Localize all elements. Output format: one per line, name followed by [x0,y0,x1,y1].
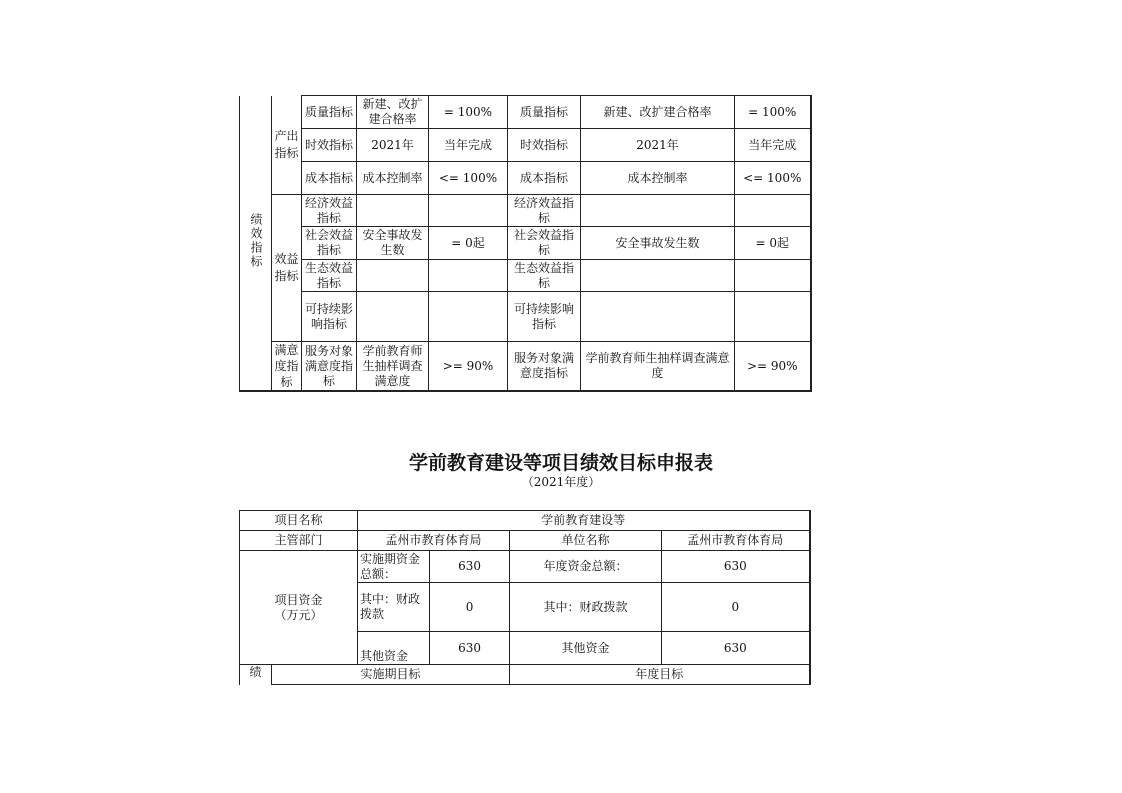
year-fiscal-value: 0 [662,583,810,632]
other-value: 630 [430,632,510,665]
indicator-cell: 服务对象满意度指标 [302,342,357,392]
year-total-value: 630 [662,551,810,583]
funds-label: 项目资金（万元） [274,592,323,622]
page-subtitle: （2021年度） [521,475,601,489]
indicator-cell-annual: 生态效益指标 [508,260,581,292]
indicator-cell: 经济效益指标 [302,195,357,227]
indicator-cell-annual: 时效指标 [508,129,581,162]
content-cell: 学前教育师生抽样调查满意度 [357,342,429,392]
value-cell: = 0起 [429,227,508,260]
table-row [240,551,810,583]
indicator-cell: 可持续影响指标 [302,292,357,342]
value-cell [429,260,508,292]
value-cell: >= 90% [429,342,508,392]
fiscal-label: 其中：财政拨款 [358,583,430,632]
section-label: 绩效指标 [249,212,263,269]
value-cell: 当年完成 [429,129,508,162]
indicator-cell-annual: 成本指标 [508,162,581,195]
total-label: 实施期资金总额： [358,551,430,583]
value-cell-annual [735,292,811,342]
content-cell-annual: 成本控制率 [581,162,735,195]
content-cell-annual [581,260,735,292]
project-name-label: 项目名称 [240,511,358,531]
content-cell-annual: 2021年 [581,129,735,162]
year-other-label: 其他资金 [510,632,662,665]
funds-label-cell [240,551,358,665]
table-row [240,260,811,292]
value-cell [429,195,508,227]
content-cell: 新建、改扩建合格率 [357,96,429,129]
dept-label: 主管部门 [240,531,358,551]
indicator-cell: 质量指标 [302,96,357,129]
indicator-cell-annual: 质量指标 [508,96,581,129]
year-fiscal-label: 其中：财政拨款 [510,583,662,632]
content-cell: 成本控制率 [357,162,429,195]
table-row [240,195,811,227]
page-title: 学前教育建设等项目绩效目标申报表 [408,452,713,474]
content-cell-annual: 新建、改扩建合格率 [581,96,735,129]
value-cell-annual: <= 100% [735,162,811,195]
table-row [240,511,810,531]
indicator-cell-annual: 社会效益指标 [508,227,581,260]
indicator-cell: 时效指标 [302,129,357,162]
table-row [240,342,811,392]
value-cell [429,292,508,342]
group-output-cell [272,96,302,195]
indicator-cell-annual: 可持续影响指标 [508,292,581,342]
unit-label: 单位名称 [510,531,662,551]
table-row [240,162,811,195]
year-total-label: 年度资金总额： [510,551,662,583]
group-benefit-cell [272,195,302,342]
content-cell: 安全事故发生数 [357,227,429,260]
table-row [240,531,810,551]
value-cell-annual: = 0起 [735,227,811,260]
group-satisfaction-label: 满意度指标 [274,343,299,389]
impl-goal-label: 实施期目标 [272,665,510,685]
content-cell [357,292,429,342]
content-cell [357,195,429,227]
table-row [240,129,811,162]
table-row [240,96,811,129]
year-other-value: 630 [662,632,810,665]
dept-value: 孟州市教育体育局 [358,531,510,551]
indicator-cell-annual: 经济效益指标 [508,195,581,227]
content-cell [357,260,429,292]
content-cell-annual: 学前教育师生抽样调查满意度 [581,342,735,392]
value-cell-annual: = 100% [735,96,811,129]
unit-value: 孟州市教育体育局 [662,531,810,551]
table-row [240,227,811,260]
indicator-cell: 生态效益指标 [302,260,357,292]
indicator-cell: 成本指标 [302,162,357,195]
performance-indicator-table [239,95,812,392]
other-label: 其他资金 [358,632,430,665]
group-output-label: 产出指标 [274,128,299,160]
value-cell: = 100% [429,96,508,129]
content-cell-annual [581,195,735,227]
goal-side-label: 绩 [240,665,272,685]
group-satisfaction-cell [272,342,302,392]
value-cell: <= 100% [429,162,508,195]
value-cell-annual [735,195,811,227]
group-benefit-label: 效益指标 [274,252,299,283]
year-goal-label: 年度目标 [510,665,810,685]
table-row [240,292,811,342]
content-cell-annual: 安全事故发生数 [581,227,735,260]
table-row [240,665,810,685]
content-cell: 2021年 [357,129,429,162]
project-info-table [239,510,811,685]
indicator-cell: 社会效益指标 [302,227,357,260]
value-cell-annual: 当年完成 [735,129,811,162]
content-cell-annual [581,292,735,342]
total-value: 630 [430,551,510,583]
value-cell-annual: >= 90% [735,342,811,392]
project-name-value: 学前教育建设等 [358,511,810,531]
value-cell-annual [735,260,811,292]
indicator-cell-annual: 服务对象满意度指标 [508,342,581,392]
section-label-cell [240,96,272,392]
fiscal-value: 0 [430,583,510,632]
